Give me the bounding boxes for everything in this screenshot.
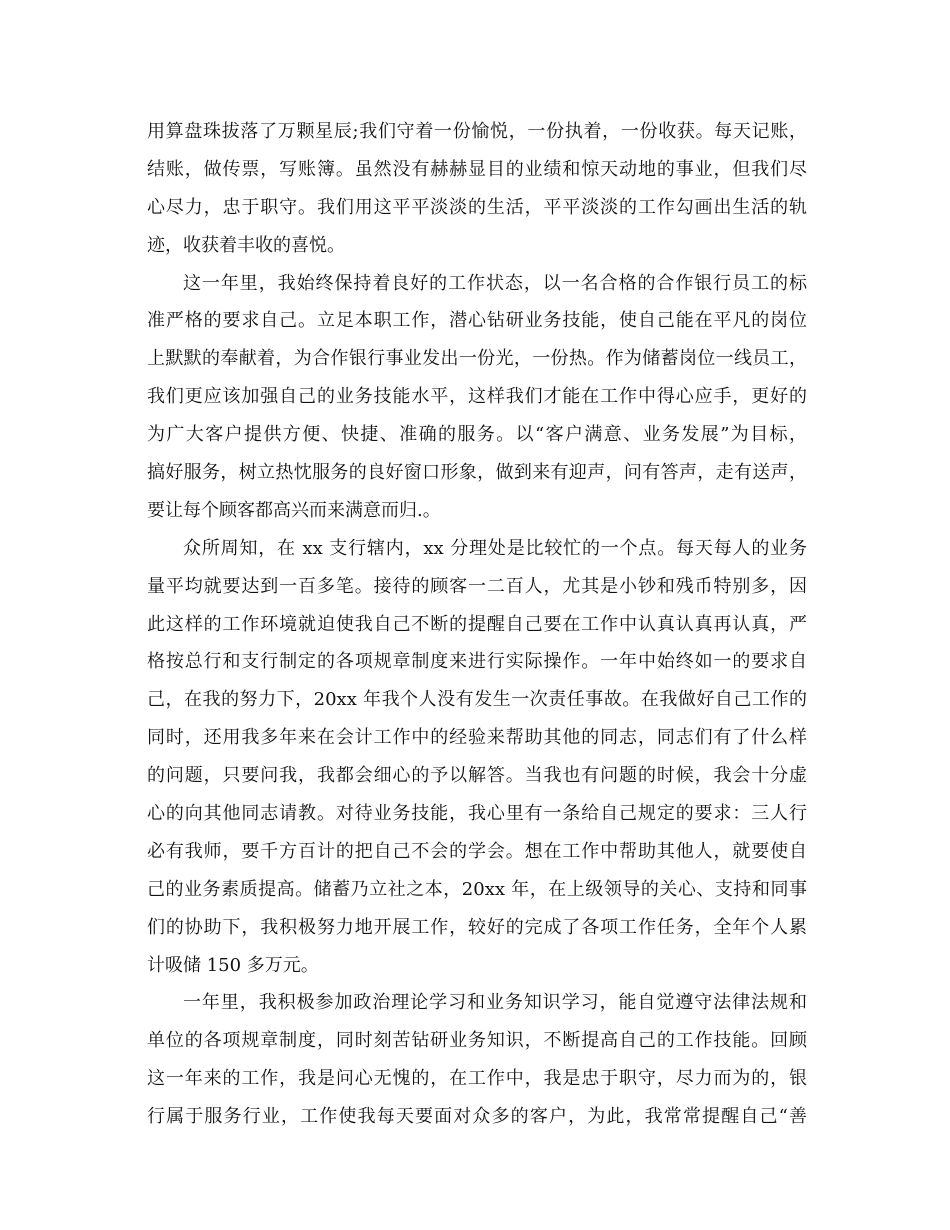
text-line: 单位的各项规章制度，同时刻苦钻研业务知识，不断提高自己的工作技能。回顾 (147, 1030, 807, 1052)
text-line: 为广大客户提供方便、快捷、准确的服务。以“客户满意、业务发展”为目标， (147, 424, 807, 446)
text-line: 己，在我的努力下，20xx 年我个人没有发生一次责任事故。在我做好自己工作的 (147, 689, 807, 711)
text-line: 们的协助下，我积极努力地开展工作，较好的完成了各项工作任务，全年个人累 (147, 916, 807, 938)
text-line: 行属于服务行业，工作使我每天要面对众多的客户，为此，我常常提醒自己“善 (147, 1106, 807, 1128)
text-line: 的问题，只要问我，我都会细心的予以解答。当我也有问题的时候，我会十分虚 (147, 765, 807, 787)
text-line: 迹，收获着丰收的喜悦。 (147, 234, 345, 256)
text-line: 己的业务素质提高。储蓄乃立社之本，20xx 年，在上级领导的关心、支持和同事 (147, 878, 807, 900)
text-line: 心尽力，忠于职守。我们用这平平淡淡的生活，平平淡淡的工作勾画出生活的轨 (147, 196, 807, 218)
text-line: 同时，还用我多年来在会计工作中的经验来帮助其他的同志，同志们有了什么样 (147, 727, 807, 749)
text-line: 计吸储 150 多万元。 (147, 954, 319, 976)
text-line: 必有我师，要千方百计的把自己不会的学会。想在工作中帮助其他人，就要使自 (147, 840, 807, 862)
text-line: 格按总行和支行制定的各项规章制度来进行实际操作。一年中始终如一的要求自 (147, 651, 807, 673)
text-line: 上默默的奉献着，为合作银行事业发出一份光，一份热。作为储蓄岗位一线员工， (147, 348, 807, 370)
text-line: 这一年里，我始终保持着良好的工作状态，以一名合格的合作银行员工的标 (183, 272, 807, 294)
text-line: 此这样的工作环境就迫使我自己不断的提醒自己要在工作中认真认真再认真，严 (147, 613, 807, 635)
text-line: 众所周知，在 xx 支行辖内，xx 分理处是比较忙的一个点。每天每人的业务 (183, 537, 807, 559)
text-line: 这一年来的工作，我是问心无愧的，在工作中，我是忠于职守，尽力而为的，银 (147, 1068, 807, 1090)
text-line: 准严格的要求自己。立足本职工作，潜心钻研业务技能，使自己能在平凡的岗位 (147, 310, 807, 332)
text-line: 一年里，我积极参加政治理论学习和业务知识学习，能自觉遵守法律法规和 (183, 992, 807, 1014)
text-line: 要让每个顾客都高兴而来满意而归.。 (147, 499, 441, 521)
text-line: 用算盘珠拔落了万颗星辰;我们守着一份愉悦，一份执着，一份收获。每天记账， (147, 121, 807, 142)
text-line: 量平均就要达到一百多笔。接待的顾客一二百人，尤其是小钞和残币特别多，因 (147, 575, 807, 597)
document-page (147, 113, 807, 1136)
text-line: 我们更应该加强自己的业务技能水平，这样我们才能在工作中得心应手，更好的 (147, 386, 807, 408)
text-line: 搞好服务，树立热忱服务的良好窗口形象，做到来有迎声，问有答声，走有送声， (147, 462, 807, 484)
text-line: 心的向其他同志请教。对待业务技能，我心里有一条给自己规定的要求：三人行 (147, 803, 807, 825)
text-line: 结账，做传票，写账簿。虽然没有赫赫显目的业绩和惊天动地的事业，但我们尽 (147, 158, 807, 180)
